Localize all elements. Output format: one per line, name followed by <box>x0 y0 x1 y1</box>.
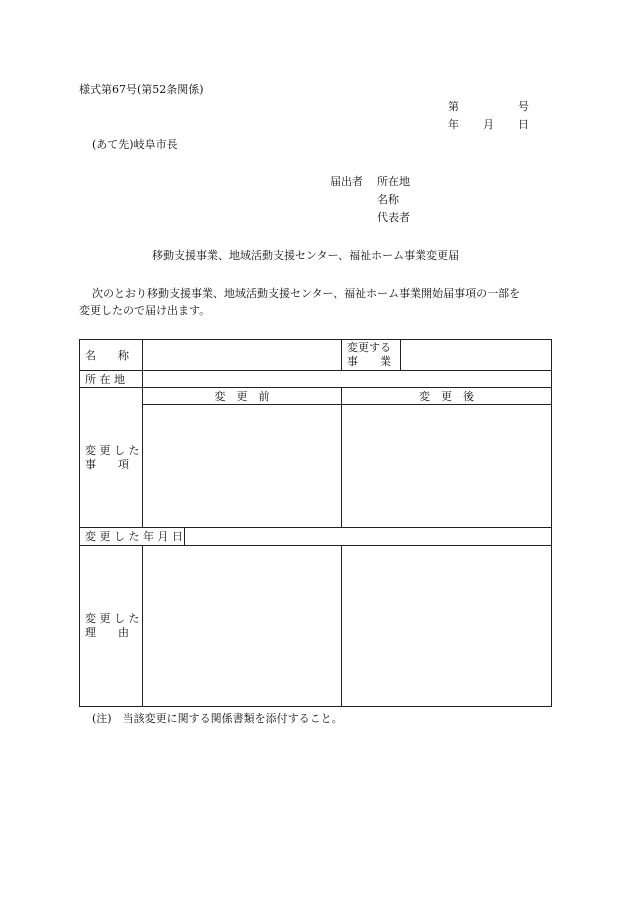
change-form-table <box>79 339 552 707</box>
before-change-field[interactable] <box>143 405 342 528</box>
date-year: 年 <box>448 118 459 131</box>
name-field[interactable] <box>143 340 342 371</box>
footnote: (注) 当該変更に関する関係書類を添付すること。 <box>92 712 343 725</box>
addressee: (あて先)岐阜市長 <box>92 138 178 151</box>
name-label: 名 称 <box>80 340 143 371</box>
reason-label-line1: 変 更 し た <box>85 612 140 625</box>
after-change-field[interactable] <box>342 405 552 528</box>
doc-number-suffix: 号 <box>518 100 529 113</box>
form-number: 様式第67号(第52条関係) <box>79 83 204 96</box>
applicant-name-label: 名称 <box>377 193 399 206</box>
body-line-2: 変更したので届け出ます。 <box>79 304 211 317</box>
address-field[interactable] <box>143 371 552 388</box>
reason-field-right[interactable] <box>342 546 552 707</box>
changed-business-field[interactable] <box>401 340 552 371</box>
after-change-header: 変 更 後 <box>342 388 552 405</box>
change-date-field[interactable] <box>185 528 552 546</box>
reason-label-line2: 理 由 <box>85 626 129 639</box>
changed-items-label-line2: 事 項 <box>85 457 129 471</box>
applicant-representative-label: 代表者 <box>377 211 410 224</box>
address-label: 所 在 地 <box>80 371 143 388</box>
body-line-1: 次のとおり移動支援事業、地域活動支援センター、福祉ホーム事業開始届事項の一部を <box>92 287 521 300</box>
change-date-label: 変 更 し た 年 月 日 <box>80 528 185 546</box>
changed-items-label-line1: 変 更 し た <box>85 443 140 457</box>
changed-business-label-line1: 変更する <box>347 341 391 354</box>
doc-number-prefix: 第 <box>448 100 459 113</box>
reason-field-left[interactable] <box>143 546 342 707</box>
changed-business-label <box>342 340 401 371</box>
applicant-label: 届出者 <box>330 175 363 188</box>
date-day: 日 <box>518 118 529 131</box>
document-title: 移動支援事業、地域活動支援センター、福祉ホーム事業変更届 <box>152 249 460 262</box>
changed-items-label <box>80 388 143 528</box>
date-month: 月 <box>483 118 494 131</box>
reason-label <box>80 546 143 707</box>
changed-business-label-line2: 事 業 <box>347 355 391 368</box>
before-change-header: 変 更 前 <box>143 388 342 405</box>
applicant-address-label: 所在地 <box>377 175 410 188</box>
